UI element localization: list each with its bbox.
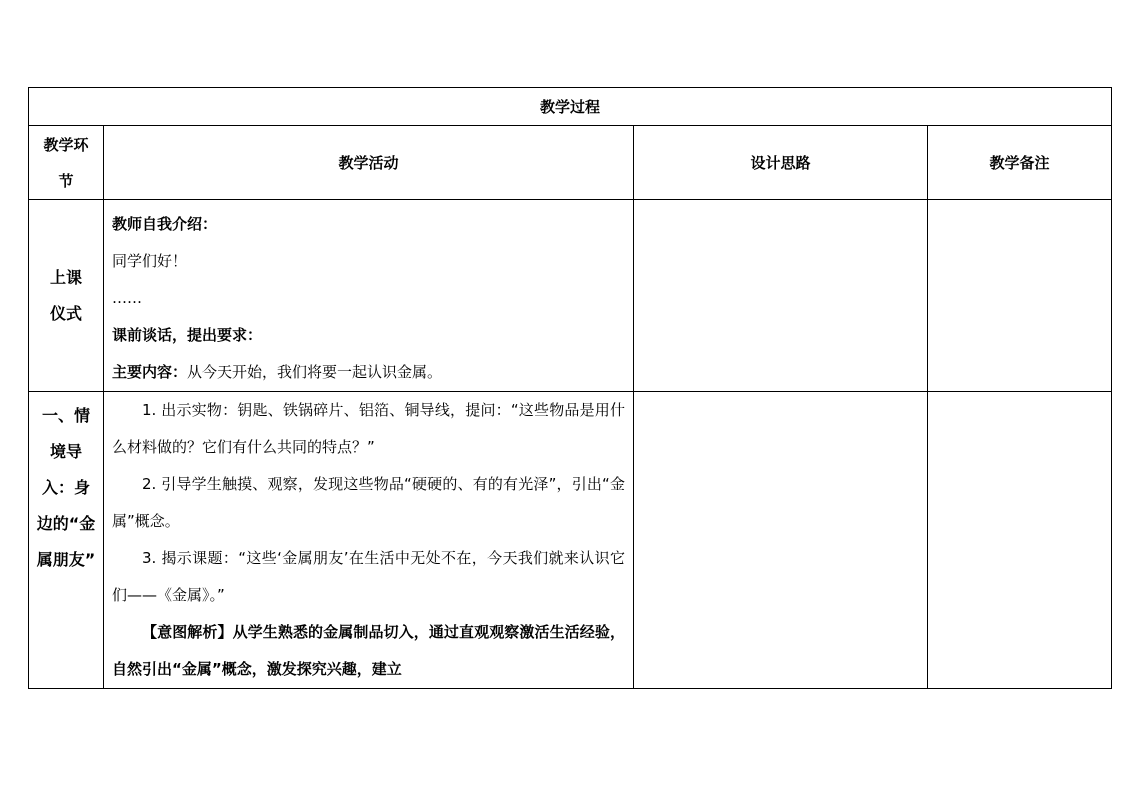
header-section xyxy=(29,126,104,200)
intent-paragraph xyxy=(112,614,625,688)
activity-line-label: 主要内容： xyxy=(112,363,188,381)
section-label xyxy=(29,200,104,392)
activity-paragraph: 2. 引导学生触摸、观察，发现这些物品“硬硬的、有的有光泽”，引出“金属”概念。 xyxy=(112,475,625,530)
activity-line: 同学们好！ xyxy=(112,252,188,270)
intent-text: 从学生熟悉的金属制品切入，通过直观观察激活生活经验，自然引出“金属”概念，激发探究兴趣，建立 xyxy=(112,623,625,678)
design-cell xyxy=(634,392,928,689)
activity-cell xyxy=(104,200,634,392)
header-activity: 教学活动 xyxy=(104,126,634,200)
activity-paragraph: 3. 揭示课题：“这些‘金属朋友’在生活中无处不在，今天我们就来认识它们——《金属》。” xyxy=(112,549,625,604)
intent-label: 【意图解析】 xyxy=(142,623,233,641)
section-label xyxy=(29,392,104,689)
notes-cell xyxy=(928,200,1112,392)
activity-line: 教师自我介绍： xyxy=(112,215,218,233)
activity-line: …… xyxy=(112,289,142,307)
activity-cell xyxy=(104,392,634,689)
activity-line xyxy=(112,354,625,391)
design-cell xyxy=(634,200,928,392)
header-design: 设计思路 xyxy=(634,126,928,200)
notes-cell xyxy=(928,392,1112,689)
header-section-text: 教学环节 xyxy=(43,135,89,190)
table-row xyxy=(29,392,1112,689)
activity-line-text: 从今天开始，我们将要一起认识金属。 xyxy=(187,363,443,381)
table-title-row xyxy=(29,88,1112,126)
table-header-row xyxy=(29,126,1112,200)
table-title: 教学过程 xyxy=(29,88,1112,126)
header-notes: 教学备注 xyxy=(928,126,1112,200)
activity-paragraph: 1. 出示实物：钥匙、铁锅碎片、铝箔、铜导线，提问：“这些物品是用什么材料做的？它们有什么共同的特点？” xyxy=(112,401,625,456)
section-label-text: 一、情境导入：身边的“金属朋友” xyxy=(36,406,96,569)
section-label-text: 上课仪式 xyxy=(49,267,82,323)
teaching-process-table xyxy=(28,87,1112,689)
activity-line: 课前谈话，提出要求： xyxy=(112,326,263,344)
table-row xyxy=(29,200,1112,392)
